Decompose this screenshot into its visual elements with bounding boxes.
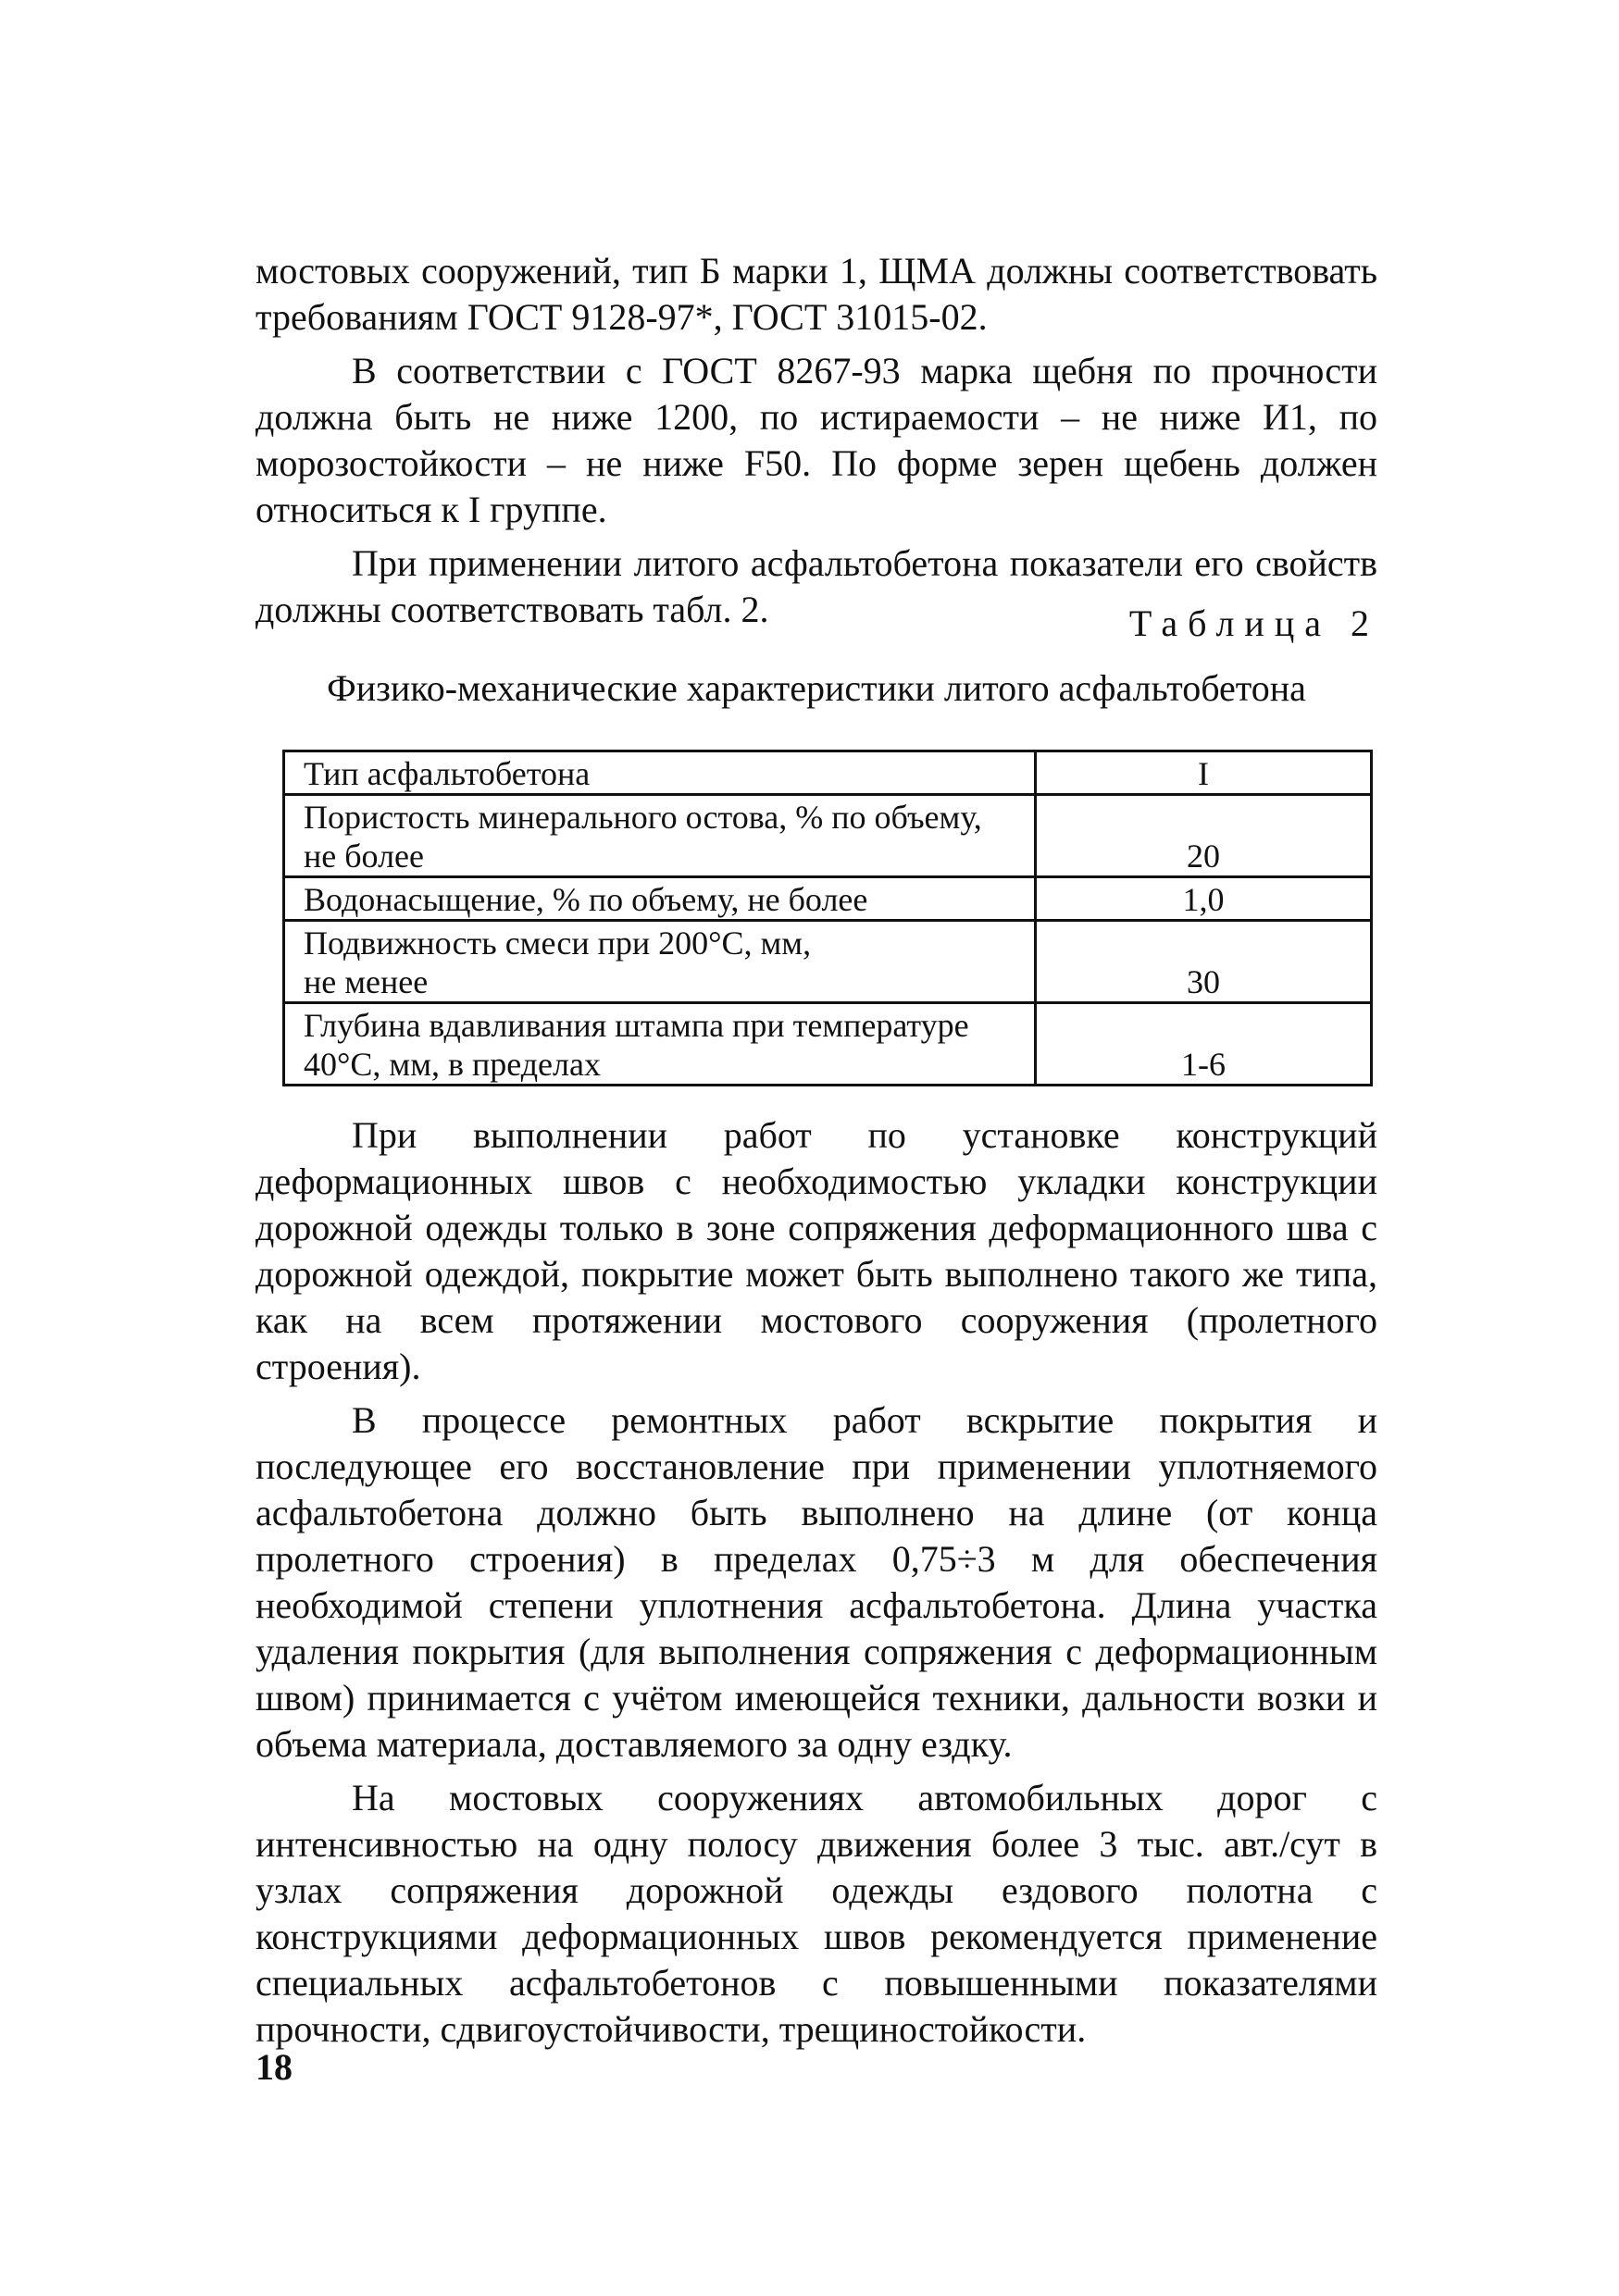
paragraph-expansion-joints: При выполнении работ по установке конструкций деформационных швов с необходимостью укладки конструкции дорожной одежды только в зоне сопряжения деформационного шва с дорожной одеждой, покрытие может быть выполнено такого же типа, как на всем протяжении мостового сооружения (пролетного строения).: [255, 1114, 1377, 1387]
property-name: Пористость минерального остова, % по объему,: [304, 799, 982, 836]
property-name: Глубина вдавливания штампа при температуре: [304, 1007, 969, 1044]
paragraph-continuation: мостовых сооружений, тип Б марки 1, ЩМА должны соответствовать требованиям ГОСТ 9128-97*, ГОСТ 31015-02.: [255, 250, 1377, 338]
property-name-cell: [284, 877, 1036, 921]
bottom-text-section: [255, 1112, 1377, 2053]
properties-table: [282, 750, 1373, 1086]
paragraph-gravel-requirements: В соответствии с ГОСТ 8267-93 марка щебня по прочности должна быть не ниже 1200, по истираемости – не ниже И1, по морозостойкости – не ниже F50. По форме зерен щебень должен относиться к I группе.: [255, 350, 1377, 530]
property-name-continuation: не более: [304, 838, 425, 875]
table-label: Таблица 2: [1128, 602, 1379, 644]
property-value: 20: [1036, 795, 1372, 877]
property-name: Подвижность смеси при 200°С, мм,: [304, 925, 812, 962]
table-row: [284, 1003, 1372, 1086]
top-text-section: [255, 248, 1377, 633]
table-row: [284, 921, 1372, 1003]
property-value: 1,0: [1036, 877, 1372, 921]
table-row: [284, 751, 1372, 795]
property-name: Водонасыщение, % по объему, не более: [304, 881, 868, 918]
paragraph-cast-asphalt: При применении литого асфальтобетона показатели его свойств должны соответствовать табл. 2.: [255, 542, 1377, 630]
property-name-cell: [284, 795, 1036, 877]
paragraph-special-asphalt: На мостовых сооружениях автомобильных дорог с интенсивностью на одну полосу движения более 3 тыс. авт./сут в узлах сопряжения дорожной одежды ездового полотна с конструкциями деформационных швов рекомендуется применение специальных асфальтобетонов с повышенными показателями прочности, сдвигоустойчивости, трещиностойкости.: [255, 1777, 1377, 2050]
property-value: I: [1036, 751, 1372, 795]
property-value: 30: [1036, 921, 1372, 1003]
property-name-cell: [284, 751, 1036, 795]
page-number: 18: [255, 2046, 293, 2088]
property-value: 1-6: [1036, 1003, 1372, 1086]
table-row: [284, 795, 1372, 877]
table-caption: Физико-механические характеристики литого асфальтобетона: [327, 667, 1306, 709]
paragraph-repair-works: В процессе ремонтных работ вскрытие покрытия и последующее его восстановление при применении уплотняемого асфальтобетона должно быть выполнено на длине (от конца пролетного строения) в пределах 0,75÷3 м для обеспечения необходимой степени уплотнения асфальтобетона. Длина участка удаления покрытия (для выполнения сопряжения с деформационным швом) принимается с учётом имеющейся техники, дальности возки и объема материала, доставляемого за одну ездку.: [255, 1399, 1377, 1765]
property-name: Тип асфальтобетона: [304, 755, 591, 792]
property-name-continuation: не менее: [304, 963, 429, 1000]
property-name-cell: [284, 921, 1036, 1003]
property-name-cell: [284, 1003, 1036, 1086]
table-row: [284, 877, 1372, 921]
property-name-continuation: 40°С, мм, в пределах: [304, 1046, 601, 1083]
